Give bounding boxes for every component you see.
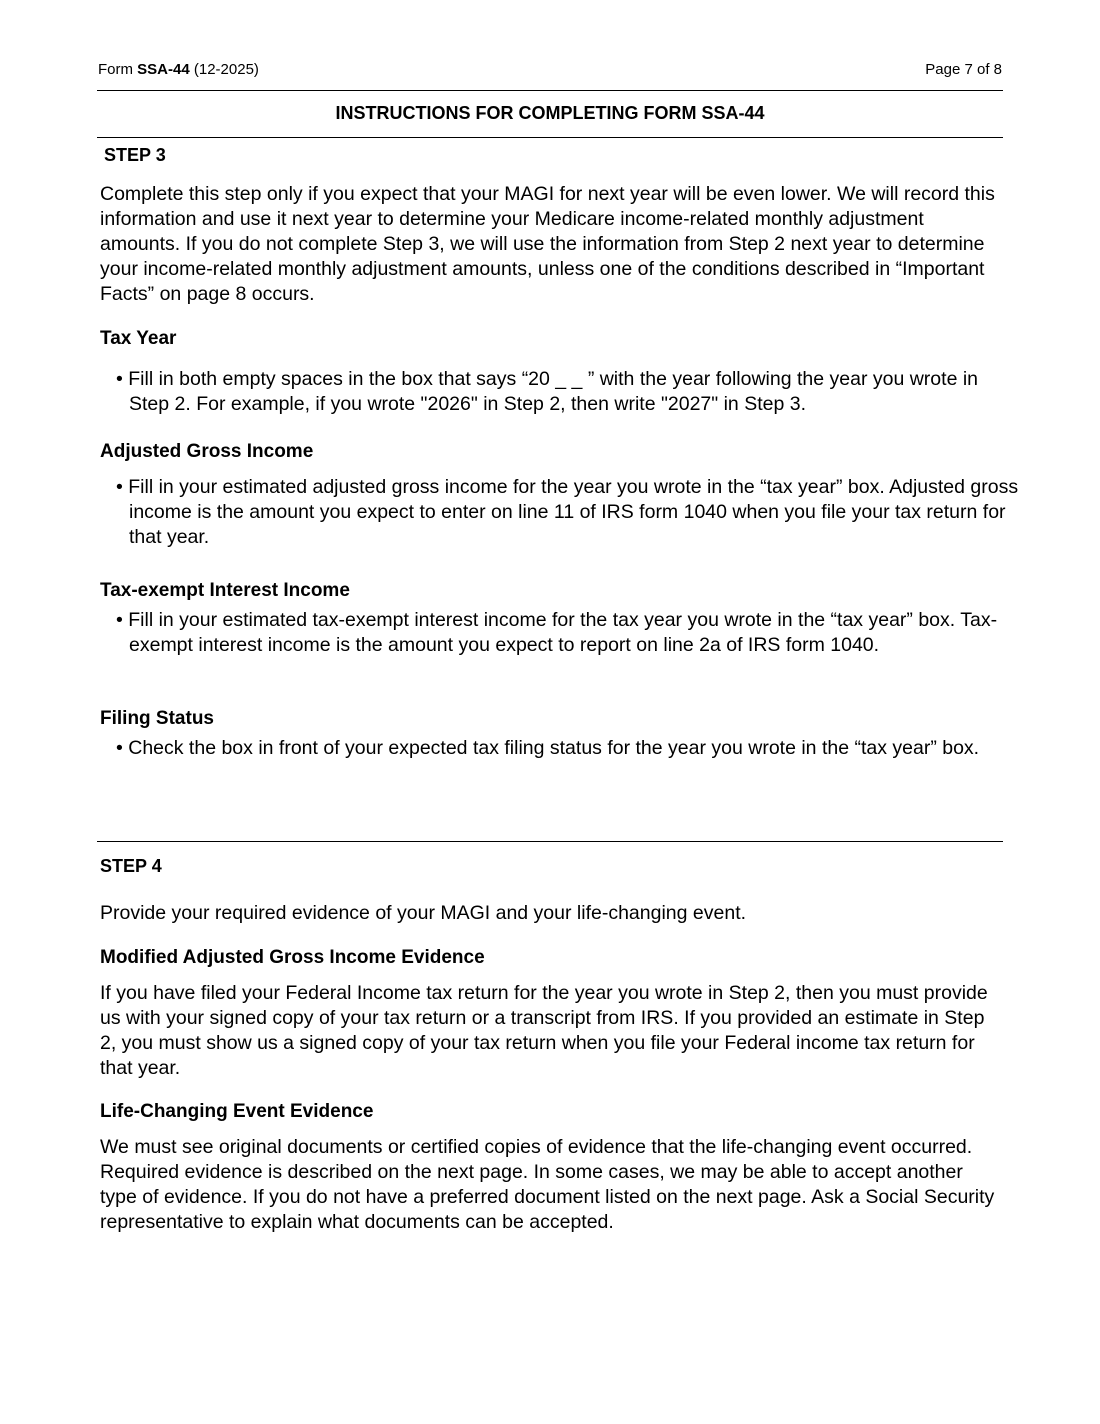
life-event-evidence-heading: Life-Changing Event Evidence bbox=[100, 1101, 374, 1122]
step3-heading: STEP 3 bbox=[104, 145, 166, 165]
tax-exempt-bullet: • Fill in your estimated tax-exempt interest income for the tax year you wrote in the “tax year” box. Tax-exempt interest income is the amount you expect to report on line 2a of IRS form 1040. bbox=[116, 609, 998, 656]
tax-exempt-heading: Tax-exempt Interest Income bbox=[100, 580, 350, 601]
magi-evidence-text: If you have filed your Federal Income tax return for the year you wrote in Step 2, then you must provide us with your signed copy of your tax return or a transcript from IRS. If you provided an estimate in Step 2, you must show us a signed copy of your tax return when you file your Federal income tax return for that year. bbox=[100, 982, 988, 1079]
title-rule bbox=[97, 137, 1003, 138]
step4-rule bbox=[97, 841, 1003, 842]
agi-heading: Adjusted Gross Income bbox=[100, 441, 314, 462]
form-identifier bbox=[98, 61, 259, 78]
magi-evidence-heading: Modified Adjusted Gross Income Evidence bbox=[100, 947, 485, 968]
form-prefix: Form bbox=[98, 61, 138, 78]
step4-intro: Provide your required evidence of your MAGI and your life-changing event. bbox=[100, 902, 747, 924]
page-number: Page 7 of 8 bbox=[925, 61, 1002, 78]
life-event-evidence-text: We must see original documents or certified copies of evidence that the life-changing event occurred. Required evidence is described on the next page. In some cases, we may be able to accept another type of evidence. If you do not have a preferred document listed on the next page. Ask a Social Security representative to explain what documents can be accepted. bbox=[100, 1136, 995, 1233]
form-name: SSA-44 bbox=[137, 61, 190, 78]
agi-bullet: • Fill in your estimated adjusted gross income for the year you wrote in the “tax year” box. Adjusted gross income is the amount you expect to enter on line 11 of IRS form 1040 when you file your tax return for that year. bbox=[116, 476, 1019, 548]
form-date: (12-2025) bbox=[189, 61, 259, 78]
step3-intro: Complete this step only if you expect that your MAGI for next year will be even lower. We will record this information and use it next year to determine your Medicare income-related monthly adjustment amounts. If you do not complete Step 3, we will use the information from Step 2 next year to determine your income-related monthly adjustment amounts, unless one of the conditions described in “Important Facts” on page 8 occurs. bbox=[100, 183, 995, 305]
page-title: INSTRUCTIONS FOR COMPLETING FORM SSA-44 bbox=[335, 103, 765, 123]
tax-year-bullet: • Fill in both empty spaces in the box that says “20 _ _ ” with the year following the year you wrote in Step 2. For example, if you wrote "2026" in Step 2, then write "2027" in Step 3. bbox=[116, 368, 979, 415]
step4-heading: STEP 4 bbox=[100, 856, 162, 876]
filing-status-heading: Filing Status bbox=[100, 708, 214, 729]
header-rule bbox=[97, 90, 1003, 91]
filing-status-bullet: • Check the box in front of your expected tax filing status for the year you wrote in the “tax year” box. bbox=[116, 737, 980, 759]
tax-year-heading: Tax Year bbox=[100, 328, 177, 349]
